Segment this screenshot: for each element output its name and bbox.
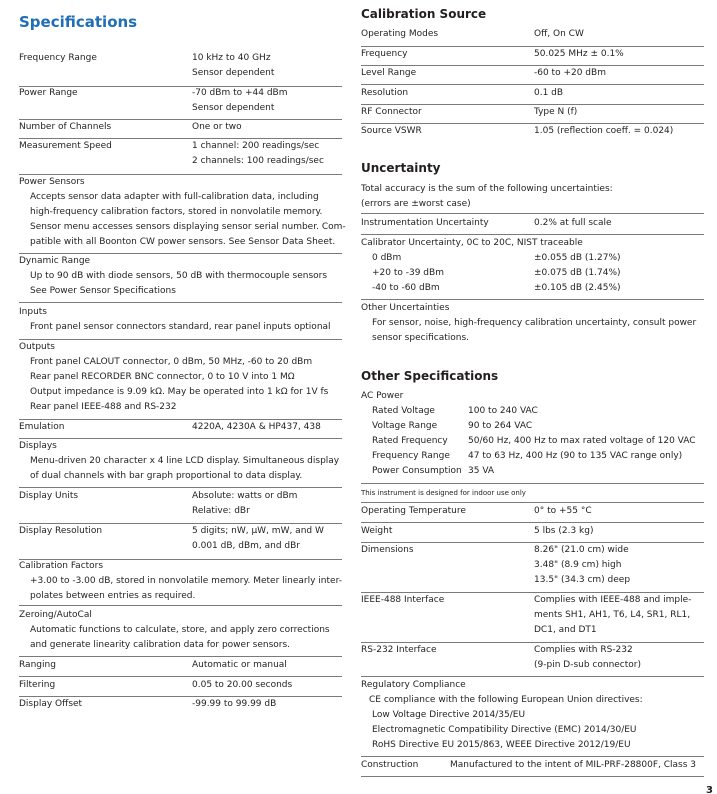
spec-display-resolution: Display Resolution 5 digits; nW, µW, mW, and W 0.001 dB, dBm, and dBr [19, 524, 342, 560]
indoor-use-note: This instrument is designed for indoor use only [361, 486, 704, 503]
cal-row: RF Connector Type N (f) [361, 105, 704, 124]
uncertainty-intro: Total accuracy is the sum of the following uncertainties: (errors are ±worst case) [361, 182, 704, 214]
operating-temperature: Operating Temperature 0° to +55 °C [361, 504, 704, 523]
uncertainty-heading: Uncertainty [361, 161, 441, 175]
construction: Construction Manufactured to the intent of MIL-PRF-28800F, Class 3 [361, 758, 704, 777]
spec-calibration-factors: Calibration Factors +3.00 to -3.00 dB, stored in nonvolatile memory. Meter linearly inter- polates between entries as required. [19, 559, 342, 606]
spec-frequency-range: Frequency Range 10 kHz to 40 GHz Sensor dependent [19, 51, 342, 87]
regulatory-compliance: Regulatory Compliance CE compliance with the following European Union directives: Low Voltage Directive 2014/35/EU Electromagnetic Compatibility Directive (EMC) 2014/30/EU RoHS Directive EU 2015/863, WEEE Directive 2012/19/EU [361, 678, 704, 757]
dimensions: Dimensions 8.26" (21.0 cm) wide 3.48" (8.9 cm) high 13.5" (34.3 cm) deep [361, 543, 704, 593]
other-uncertainties: Other Uncertainties For sensor, noise, high-frequency calibration uncertainty, consult power sensor specifications. [361, 303, 697, 343]
other-specifications-heading: Other Specifications [361, 369, 499, 383]
weight: Weight 5 lbs (2.3 kg) [361, 524, 704, 543]
page-title: Specifications [19, 13, 138, 31]
spec-measurement-speed: Measurement Speed 1 channel: 200 readings/sec 2 channels: 100 readings/sec [19, 139, 342, 175]
rs-232-interface: RS-232 Interface Complies with RS-232 (9-pin D-sub connector) [361, 643, 704, 677]
cal-row: Source VSWR 1.05 (reflection coeff. = 0.024) [361, 126, 674, 136]
spec-outputs: Outputs Front panel CALOUT connector, 0 dBm, 50 MHz, -60 to 20 dBm Rear panel RECORDER BNC connector, 0 to 10 V into 1 MΩ Output impedance is 9.09 kΩ. May be operated into 1 kΩ for 1V fs Rear panel IEEE-488 and RS-232 [19, 340, 342, 420]
calibration-source-heading: Calibration Source [361, 7, 487, 21]
spec-filtering: Filtering 0.05 to 20.00 seconds [19, 678, 342, 697]
calibrator-uncertainty: Calibrator Uncertainty, 0C to 20C, NIST traceable 0 dBm +20 to -39 dBm -40 to -60 dBm ±0.055 dB (1.27%) ±0.075 dB (1.74%) ±0.105 dB (2.45%) [361, 236, 704, 300]
cal-row: Operating Modes Off, On CW [361, 27, 704, 47]
spec-displays: Displays Menu-driven 20 character x 4 line LCD display. Simultaneous display of dual channels with bar graph proportional to data display. [19, 439, 342, 488]
spec-number-of-channels: Number of Channels One or two [19, 120, 342, 139]
spec-power-sensors: Power Sensors Accepts sensor data adapter with full-calibration data, including high-frequency calibration factors, stored in nonvolatile memory. Sensor menu accesses sensors displaying sensor serial number. Com- patible with all Boonton CW power sensors. See Sensor Data Sheet. [19, 175, 342, 254]
cal-row: Level Range -60 to +20 dBm [361, 66, 704, 85]
spec-zeroing-autocal: Zeroing/AutoCal Automatic functions to calculate, store, and apply zero corrections and generate linearity calibration data for power sensors. [19, 608, 342, 657]
cal-row: Resolution 0.1 dB [361, 86, 704, 105]
spec-dynamic-range: Dynamic Range Up to 90 dB with diode sensors, 50 dB with thermocouple sensors See Power Sensor Specifications [19, 254, 342, 303]
spec-emulation: Emulation 4220A, 4230A & HP437, 438 [19, 420, 342, 439]
spec-display-units: Display Units Absolute: watts or dBm Relative: dBr [19, 489, 342, 524]
page-number: 3 [706, 785, 713, 794]
spec-display-offset: Display Offset -99.99 to 99.99 dB [19, 699, 277, 709]
instrumentation-uncertainty: Instrumentation Uncertainty 0.2% at full scale [361, 216, 704, 235]
ieee-488-interface: IEEE-488 Interface Complies with IEEE-488 and imple- ments SH1, AH1, T6, L4, SR1, RL1, DC1, and DT1 [361, 593, 704, 643]
cal-row: Frequency 50.025 MHz ± 0.1% [361, 47, 704, 66]
spec-power-range: Power Range -70 dBm to +44 dBm Sensor dependent [19, 86, 342, 120]
ac-power: AC Power Rated Voltage Voltage Range Rated Frequency Frequency Range Power Consumption 100 to 240 VAC 90 to 264 VAC 50/60 Hz, 400 Hz to max rated voltage of 120 VAC 47 to 63 Hz, 400 Hz (90 to 135 VAC range only) 35 VA [361, 389, 704, 484]
spec-ranging: Ranging Automatic or manual [19, 658, 342, 677]
spec-inputs: Inputs Front panel sensor connectors standard, rear panel inputs optional [19, 305, 342, 340]
